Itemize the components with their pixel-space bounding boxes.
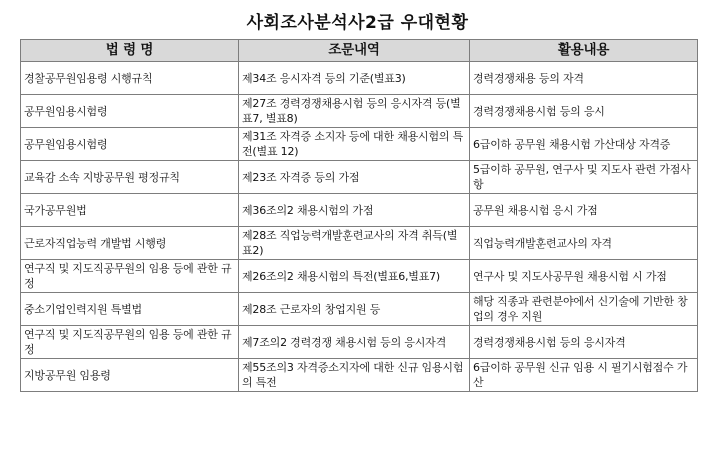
- table-row: [21, 62, 698, 95]
- article-cell: 제26조의2 채용시험의 특전(별표6,별표7): [239, 260, 470, 293]
- table-row: [21, 128, 698, 161]
- article-cell: 제27조 경력경쟁채용시험 등의 응시자격 등(별표7, 별표8): [239, 95, 470, 128]
- law-name-cell: 연구직 및 지도직공무원의 임용 등에 관한 규정: [21, 326, 239, 359]
- table-row: [21, 227, 698, 260]
- usage-cell: 6급이하 공무원 채용시험 가산대상 자격증: [470, 128, 698, 161]
- page-title: 사회조사분석사2급 우대현황: [246, 13, 469, 33]
- table-row: [21, 260, 698, 293]
- article-cell: 제28조 직업능력개발훈련교사의 자격 취득(별표2): [239, 227, 470, 260]
- law-name-cell: 공무원임용시험령: [21, 128, 239, 161]
- usage-cell: 경력경쟁채용시험 등의 응시자격: [470, 326, 698, 359]
- preference-table: [20, 39, 698, 392]
- law-name-cell: 중소기업인력지원 특별법: [21, 293, 239, 326]
- table-row: [21, 326, 698, 359]
- usage-cell: 공무원 채용시험 응시 가점: [470, 194, 698, 227]
- law-name-cell: 국가공무원법: [21, 194, 239, 227]
- law-name-cell: 근로자직업능력 개발법 시행령: [21, 227, 239, 260]
- law-name-cell: 지방공무원 임용령: [21, 359, 239, 392]
- law-name-cell: 연구직 및 지도직공무원의 임용 등에 관한 규정: [21, 260, 239, 293]
- table-row: [21, 359, 698, 392]
- law-name-cell: 공무원임용시험령: [21, 95, 239, 128]
- usage-cell: 5급이하 공무원, 연구사 및 지도사 관련 가점사항: [470, 161, 698, 194]
- usage-cell: 연구사 및 지도사공무원 채용시험 시 가점: [470, 260, 698, 293]
- article-cell: 제7조의2 경력경쟁 채용시험 등의 응시자격: [239, 326, 470, 359]
- article-cell: 제31조 자격증 소지자 등에 대한 채용시험의 특전(별표 12): [239, 128, 470, 161]
- table-row: [21, 194, 698, 227]
- table-row: [21, 95, 698, 128]
- usage-cell: 6급이하 공무원 신규 임용 시 필기시험점수 가산: [470, 359, 698, 392]
- law-name-cell: 교육감 소속 지방공무원 평정규칙: [21, 161, 239, 194]
- article-cell: 제23조 자격증 등의 가점: [239, 161, 470, 194]
- usage-cell: 경력경쟁채용시험 등의 응시: [470, 95, 698, 128]
- article-cell: 제28조 근로자의 창업지원 등: [239, 293, 470, 326]
- article-cell: 제55조의3 자격증소지자에 대한 신규 임용시험의 특전: [239, 359, 470, 392]
- header-usage: 활용내용: [470, 40, 698, 62]
- article-cell: 제34조 응시자격 등의 기준(별표3): [239, 62, 470, 95]
- table-header-row: [21, 40, 698, 62]
- usage-cell: 해당 직종과 관련분야에서 신기술에 기반한 창업의 경우 지원: [470, 293, 698, 326]
- law-name-cell: 경찰공무원임용령 시행규칙: [21, 62, 239, 95]
- table-row: [21, 293, 698, 326]
- header-law-name: 법 령 명: [21, 40, 239, 62]
- table-row: [21, 161, 698, 194]
- article-cell: 제36조의2 채용시험의 가점: [239, 194, 470, 227]
- usage-cell: 직업능력개발훈련교사의 자격: [470, 227, 698, 260]
- header-article: 조문내역: [239, 40, 470, 62]
- usage-cell: 경력경쟁채용 등의 자격: [470, 62, 698, 95]
